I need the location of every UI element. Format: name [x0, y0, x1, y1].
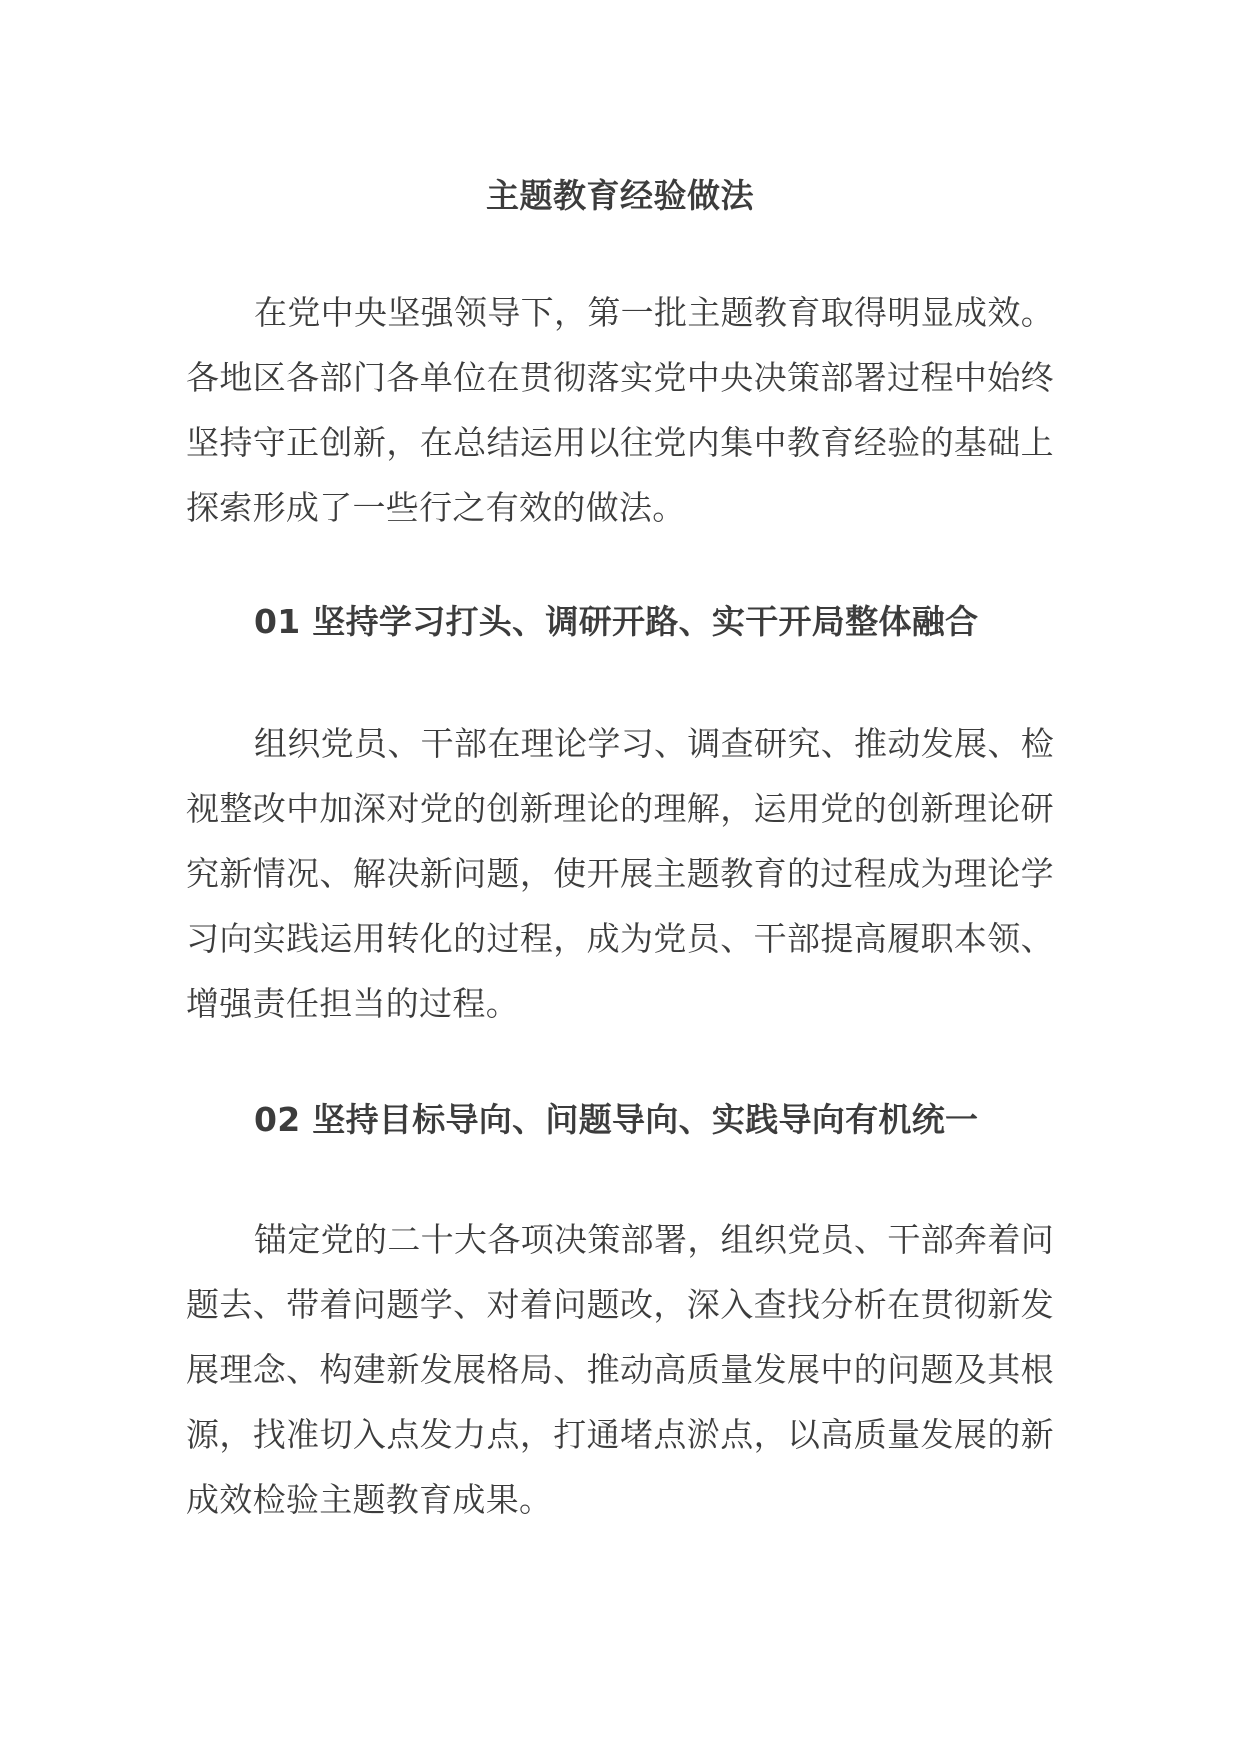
intro-paragraph: 在党中央坚强领导下，第一批主题教育取得明显成效。各地区各部门各单位在贯彻落实党中央决策部署过程中始终坚持守正创新，在总结运用以往党内集中教育经验的基础上探索形成了一些行之有效的做法。: [186, 293, 1054, 527]
section-heading-02: 02 坚持目标导向、问题导向、实践导向有机统一: [254, 1100, 979, 1139]
section-heading-01: 01 坚持学习打头、调研开路、实干开局整体融合: [254, 602, 979, 641]
section-body-01: 组织党员、干部在理论学习、调查研究、推动发展、检视整改中加深对党的创新理论的理解，运用党的创新理论研究新情况、解决新问题，使开展主题教育的过程成为理论学习向实践运用转化的过程，成为党员、干部提高履职本领、增强责任担当的过程。: [186, 724, 1054, 1023]
document-title: 主题教育经验做法: [486, 176, 754, 215]
section-body-02: 锚定党的二十大各项决策部署，组织党员、干部奔着问题去、带着问题学、对着问题改，深入查找分析在贯彻新发展理念、构建新发展格局、推动高质量发展中的问题及其根源，找准切入点发力点，打通堵点淤点，以高质量发展的新成效检验主题教育成果。: [186, 1220, 1054, 1519]
